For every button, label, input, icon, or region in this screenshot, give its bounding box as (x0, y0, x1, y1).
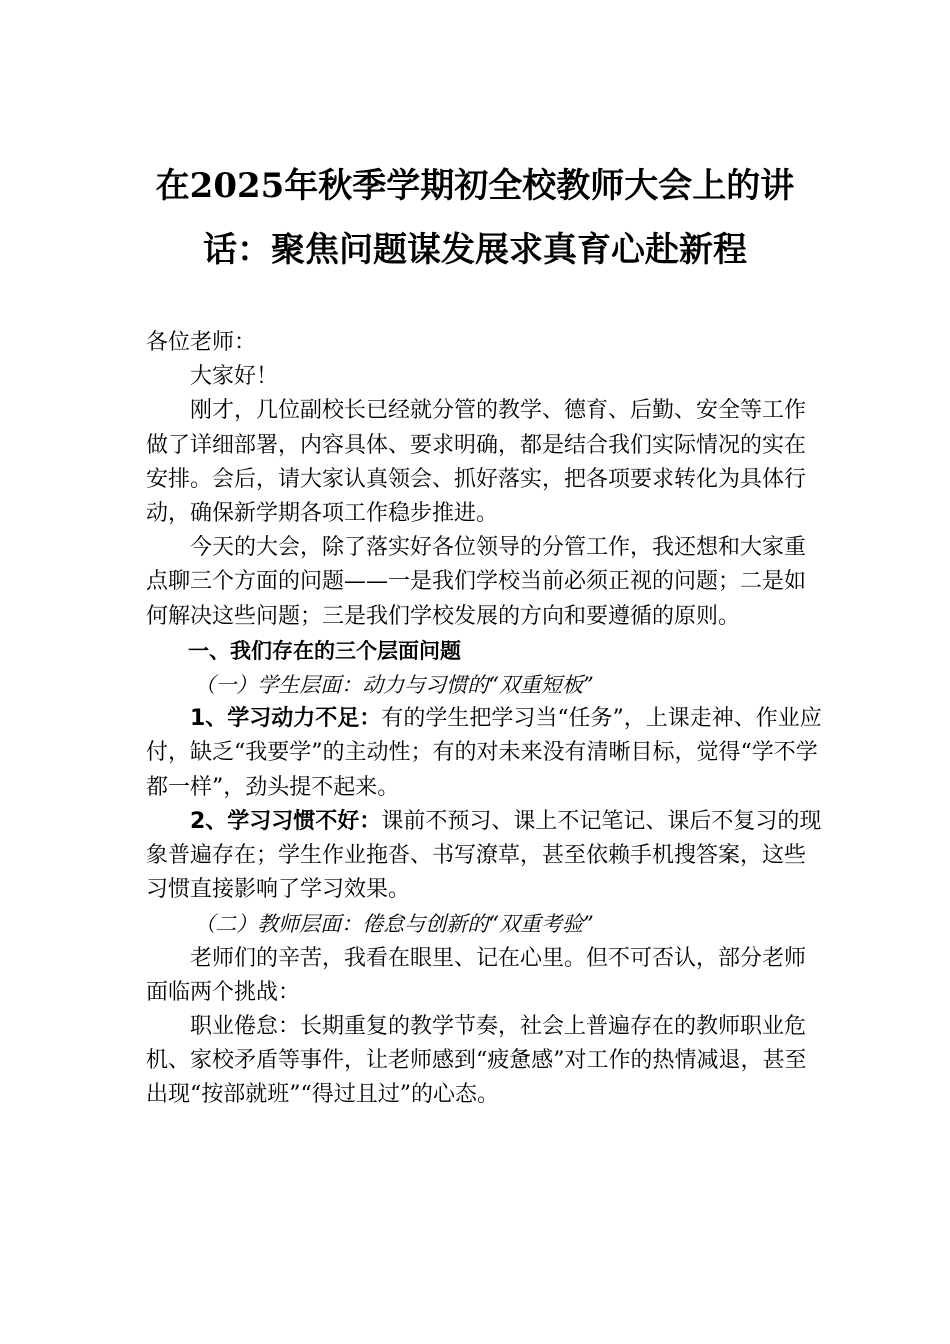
paragraph-agenda: 今天的大会，除了落实好各位领导的分管工作，我还想和大家重点聊三个方面的问题——一是我们学校当前必须正视的问题；二是如何解决这些问题；三是我们学校发展的方向和要遵循的原则。 (146, 535, 807, 629)
subsection-heading-students: （一）学生层面：动力与习惯的“双重短板” (194, 673, 594, 698)
list-item-habits-text: 课前不预习、课上不记笔记、课后不复习的现象普遍存在；学生作业拖沓、书写潦草，甚至依赖手机搜答案，这些习惯直接影响了学习效果。 (146, 808, 822, 903)
document-title-line-2: 话：聚焦问题谋发展求真育心赴新程 (203, 230, 747, 270)
subsection-heading-teachers: （二）教师层面：倦怠与创新的“双重考验” (194, 912, 594, 937)
list-item-motivation-text: 有的学生把学习当“任务”，上课走神、作业应付，缺乏“我要学”的主动性；有的对未来没有清晰目标，觉得“学不学都一样”，劲头提不起来。 (146, 706, 822, 800)
paragraph-teachers: 老师们的辛苦，我看在眼里、记在心里。但不可否认，部分老师面临两个挑战： (146, 945, 807, 1005)
salutation: 各位老师： (146, 330, 257, 355)
document-body (146, 326, 822, 1113)
paragraph-intro: 刚才，几位副校长已经就分管的教学、德育、后勤、安全等工作做了详细部署，内容具体、要求明确，都是结合我们实际情况的实在安排。会后，请大家认真领会、抓好落实，把各项要求转化为具体行动，确保新学期各项工作稳步推进。 (146, 398, 807, 527)
paragraph-burnout: 职业倦怠：长期重复的教学节奏，社会上普遍存在的教师职业危机、家校矛盾等事件，让老师感到“疲惫感”对工作的热情减退，甚至出现“按部就班”“得过且过”的心态。 (146, 1014, 807, 1108)
section-heading-1: 一、我们存在的三个层面问题 (188, 638, 461, 663)
list-item-motivation-lead: 1、学习动力不足： (190, 706, 382, 732)
greeting: 大家好！ (190, 364, 279, 390)
document-title-line-1: 在2025年秋季学期初全校教师大会上的讲 (155, 166, 795, 206)
list-item-motivation (146, 702, 822, 805)
list-item-habits (146, 805, 822, 908)
list-item-habits-lead: 2、学习习惯不好： (190, 808, 382, 834)
